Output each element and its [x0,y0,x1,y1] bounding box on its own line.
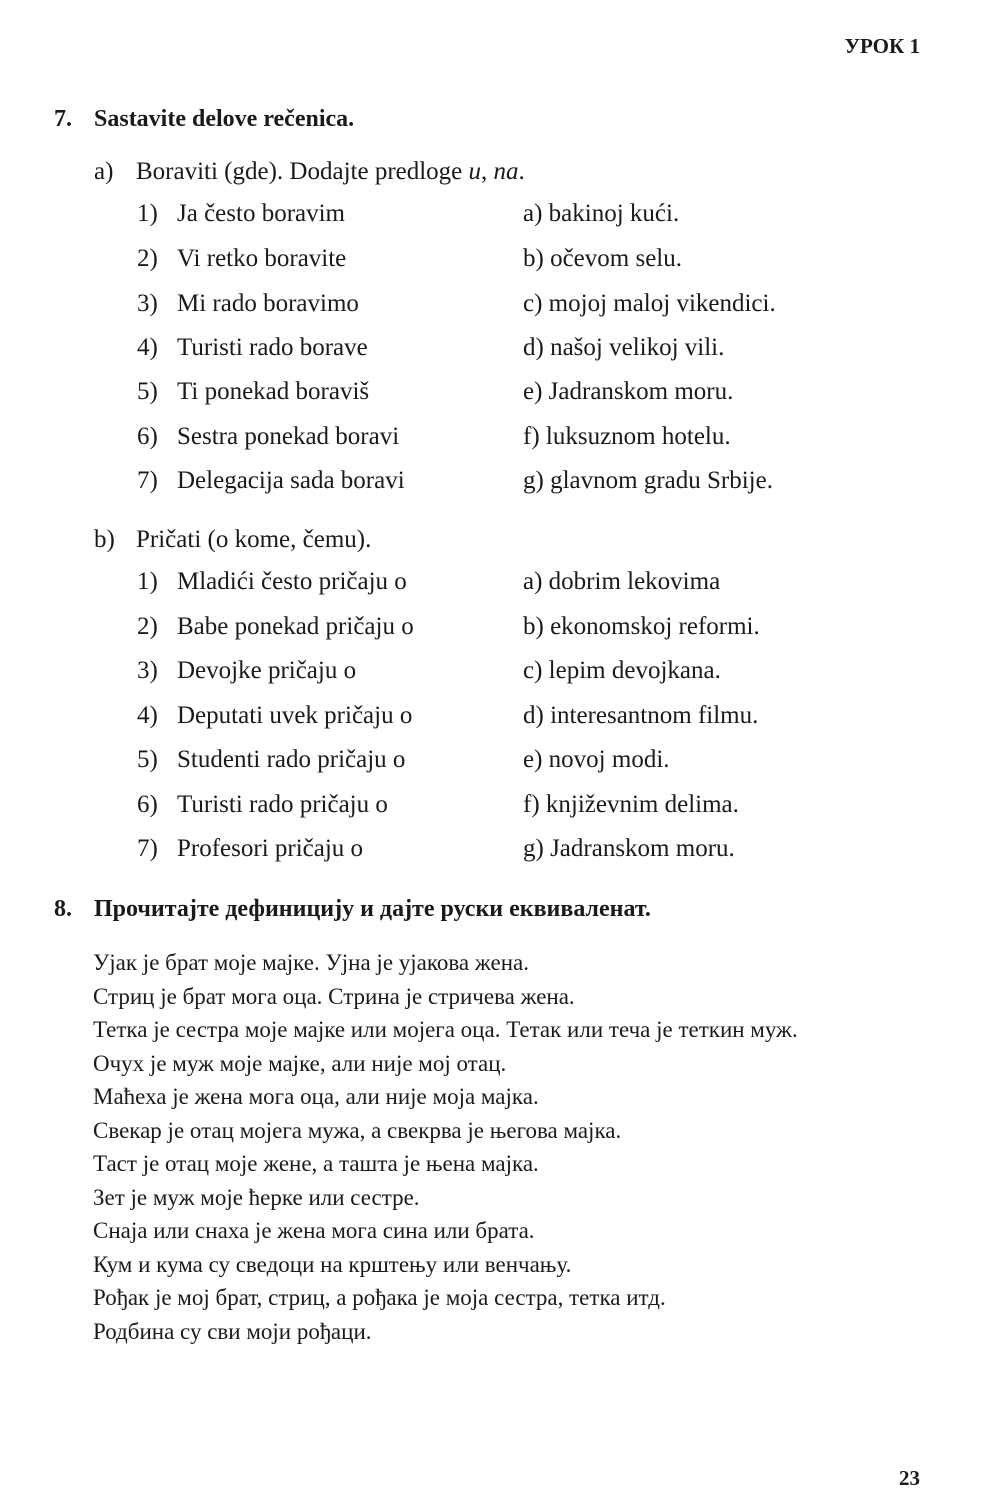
sentence-ending: g) glavnom gradu Srbije. [523,467,773,494]
sentence-ending: g) Jadranskom moru. [523,835,735,862]
matching-row [137,467,773,495]
row-number: 4) [137,702,158,729]
part-letter: a) [94,158,114,185]
matching-row [137,378,734,406]
definition-line: Таст је отац моје жене, а ташта је њена мајка. [93,1151,539,1176]
preposition-na: na [493,158,519,185]
exercise-7-title [54,106,354,133]
definition-line: Снаја или снаха је жена мога сина или брата. [93,1218,535,1243]
exercise-7a-heading: a) Boraviti (gde). Dodajte predloge u, na. [94,158,525,185]
part-letter: b) [94,526,115,553]
definition-line: Очух је муж моје мајке, али није мој отац. [93,1050,507,1076]
matching-row [137,200,680,228]
row-number: 2) [137,613,158,640]
row-number: 5) [137,746,158,773]
row-number: 4) [137,334,158,361]
matching-row [137,835,735,863]
sentence-ending: b) očevom selu. [523,245,682,272]
sentence-ending: e) Jadranskom moru. [523,378,734,405]
exercise-title-text: Sastavite delove rečenica. [94,106,355,132]
matching-row [137,423,731,451]
sentence-start: Babe ponekad pričaju o [177,613,414,640]
sentence-start: Turisti rado borave [177,334,368,361]
definition-line: Тетка је сестра моје мајке или мојега оца. Тетак или теча је теткин муж. [93,1017,798,1042]
sentence-start: Studenti rado pričaju o [177,746,406,773]
definition-line: Свекар је отац мојега мужа, а свекрва је његова мајка. [93,1117,622,1143]
sentence-start: Devojke pričaju o [177,657,357,684]
matching-row [137,334,725,362]
matching-row [137,613,760,641]
sentence-ending: c) mojoj maloj vikendici. [523,290,776,317]
matching-row [137,290,776,318]
sentence-start: Turisti rado pričaju o [177,791,388,818]
preposition-u: u [468,158,482,185]
page-number: 23 [899,1466,920,1490]
sentence-ending: f) luksuznom hotelu. [523,423,731,450]
part-title: Pričati (o kome, čemu). [136,526,372,553]
row-number: 3) [137,290,158,317]
definition-line: Кум и кума су сведоци на крштењу или венчању. [93,1251,572,1277]
row-number: 6) [137,423,158,450]
row-number: 5) [137,378,158,405]
sentence-ending: f) književnim delima. [523,791,739,818]
row-number: 7) [137,467,158,494]
sentence-ending: d) interesantnom filmu. [523,702,759,729]
row-number: 3) [137,657,158,684]
definition-line: Стриц је брат мога оца. Стрина је стричева жена. [93,983,575,1009]
row-number: 6) [137,791,158,818]
matching-row [137,702,759,730]
sentence-ending: a) bakinoj kući. [523,200,680,227]
exercise-title-text: Прочитајте дефиницију и дајте руски еквиваленат. [94,896,651,922]
definition-line: Зет је муж моје ћерке или сестре. [93,1184,420,1210]
definition-line: Родбина су сви моји рођаци. [93,1318,372,1344]
sentence-ending: c) lepim devojkana. [523,657,721,684]
sentence-start: Sestra ponekad boravi [177,423,400,450]
matching-row [137,657,721,685]
definitions-paragraph [93,946,925,1348]
definition-line: Ујак је брат моје мајке. Ујна је ујакова жена. [93,950,529,975]
sentence-ending: e) novoj modi. [523,746,670,773]
sentence-start: Deputati uvek pričaju o [177,702,413,729]
sentence-start: Delegacija sada boravi [177,467,405,494]
sentence-ending: b) ekonomskoj reformi. [523,613,760,640]
row-number: 7) [137,835,158,862]
sentence-ending: a) dobrim lekovima [523,568,721,595]
matching-row [137,791,739,819]
sentence-ending: d) našoj velikoj vili. [523,334,725,361]
exercise-8-title [54,896,651,923]
sentence-start: Ja često boravim [177,200,346,227]
matching-row [137,245,682,273]
part-title: Boraviti (gde). Dodajte predloge [136,158,469,185]
sentence-start: Vi retko boravite [177,245,347,272]
row-number: 2) [137,245,158,272]
row-number: 1) [137,200,158,227]
definition-line: Рођак је мој брат, стриц, а рођака је моја сестра, тетка итд. [93,1285,666,1310]
sentence-start: Ti ponekad boraviš [177,378,370,405]
exercise-number: 8. [54,896,72,922]
exercise-number: 7. [54,106,72,132]
row-number: 1) [137,568,158,595]
sentence-start: Profesori pričaju o [177,835,364,862]
sentence-start: Mladići često pričaju o [177,568,407,595]
running-head: УРОК 1 [844,34,920,58]
sentence-start: Mi rado boravimo [177,290,359,317]
matching-row [137,746,670,774]
definition-line: Маћеха је жена мога оца, али није моја мајка. [93,1084,539,1109]
matching-row [137,568,721,596]
exercise-7b-heading [94,526,371,554]
